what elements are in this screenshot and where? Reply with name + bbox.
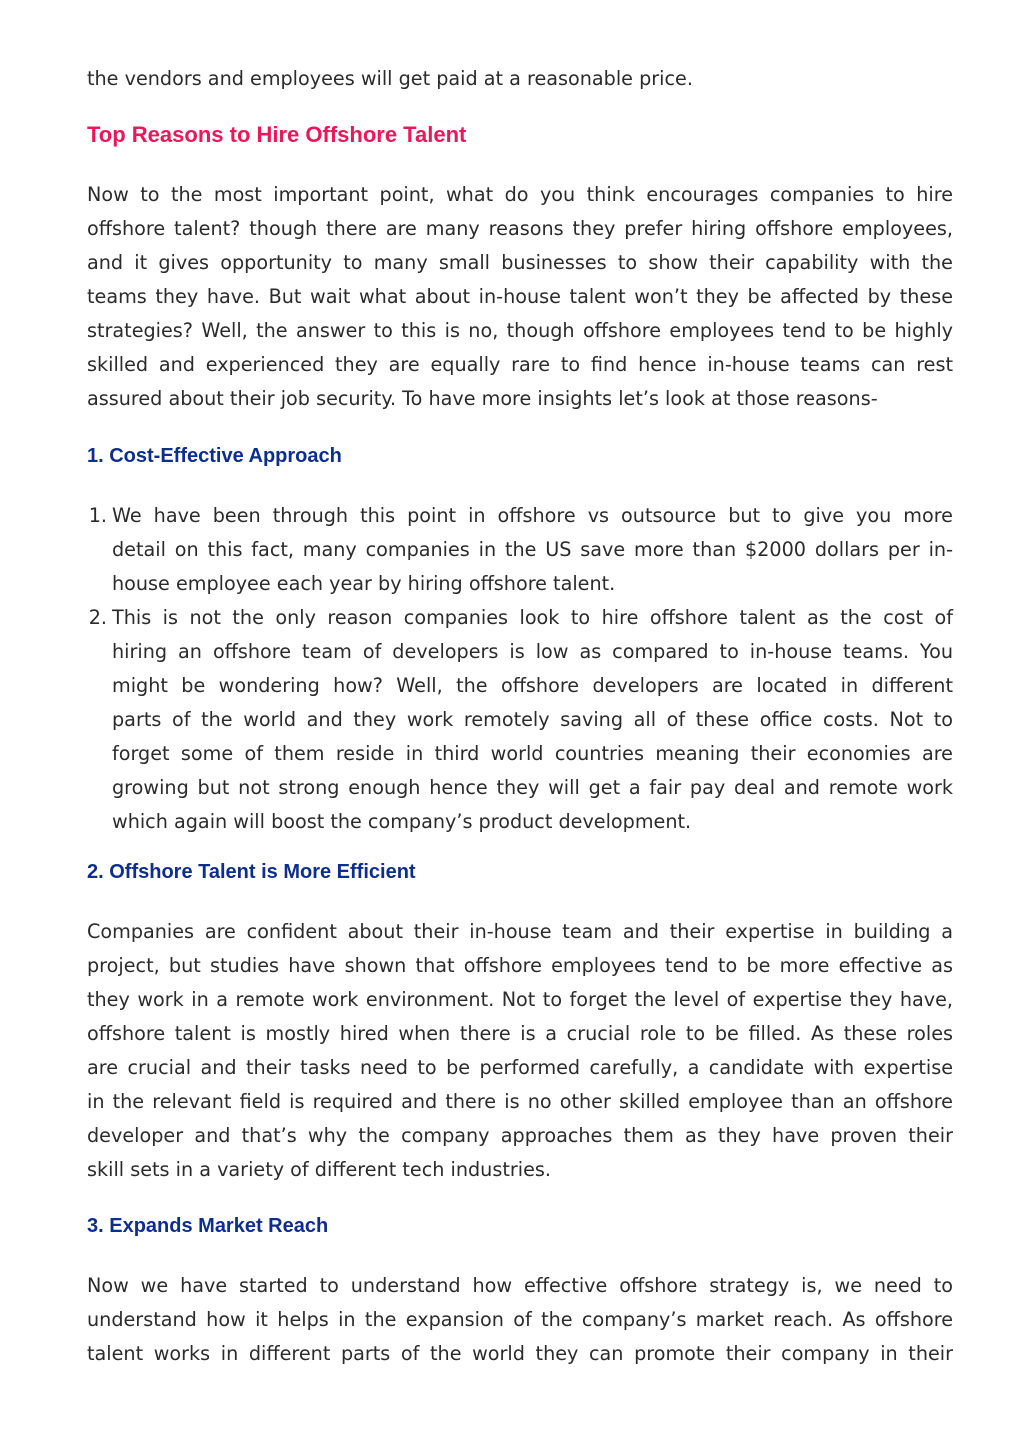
list-line: parts of the world and they work remotely saving all of these office costs. Not to — [112, 708, 953, 731]
section-heading-market-reach: 3. Expands Market Reach — [87, 1215, 329, 1237]
paragraph-line: offshore talent is mostly hired when there is a crucial role to be filled. As these roles — [87, 1022, 953, 1045]
section-heading-cost-effective: 1. Cost-Effective Approach — [87, 445, 342, 467]
paragraph-line: teams they have. But wait what about in-house talent won’t they be affected by these — [87, 285, 953, 308]
paragraph-line: and it gives opportunity to many small businesses to show their capability with the — [87, 251, 953, 274]
paragraph-line: Now we have started to understand how effective offshore strategy is, we need to — [87, 1274, 953, 1297]
list-line: growing but not strong enough hence they will get a fair pay deal and remote work — [112, 776, 953, 799]
paragraph-line: understand how it helps in the expansion of the company’s market reach. As offshore — [87, 1308, 953, 1331]
paragraph-line: skill sets in a variety of different tech industries. — [87, 1158, 551, 1181]
paragraph-line: in the relevant field is required and there is no other skilled employee than an offshore — [87, 1090, 953, 1113]
paragraph-line: are crucial and their tasks need to be performed carefully, a candidate with expertise — [87, 1056, 953, 1079]
paragraph-line: assured about their job security. To have more insights let’s look at those reasons- — [87, 387, 878, 410]
section-heading-efficient: 2. Offshore Talent is More Efficient — [87, 861, 416, 883]
main-heading: Top Reasons to Hire Offshore Talent — [87, 122, 467, 147]
list-line: hiring an offshore team of developers is low as compared to in-house teams. You — [112, 640, 953, 663]
paragraph-line: project, but studies have shown that offshore employees tend to be more effective as — [87, 954, 953, 977]
paragraph-line: skilled and experienced they are equally rare to find hence in-house teams can rest — [87, 353, 953, 376]
paragraph-line: strategies? Well, the answer to this is no, though offshore employees tend to be highly — [87, 319, 953, 342]
list-line: might be wondering how? Well, the offshore developers are located in different — [112, 674, 953, 697]
list-line: house employee each year by hiring offshore talent. — [112, 572, 616, 595]
paragraph-line: Companies are confident about their in-house team and their expertise in building a — [87, 920, 953, 943]
list-line: This is not the only reason companies look to hire offshore talent as the cost of — [112, 606, 953, 629]
list-line: forget some of them reside in third world countries meaning their economies are — [112, 742, 953, 765]
list-number: 2. — [88, 606, 107, 629]
paragraph-line: talent works in different parts of the world they can promote their company in their — [87, 1342, 953, 1365]
paragraph-line: Now to the most important point, what do you think encourages companies to hire — [87, 183, 953, 206]
intro-line: the vendors and employees will get paid at a reasonable price. — [87, 67, 693, 90]
list-line: We have been through this point in offshore vs outsource but to give you more — [112, 504, 953, 527]
list-line: which again will boost the company’s product development. — [112, 810, 692, 833]
list-line: detail on this fact, many companies in the US save more than $2000 dollars per in- — [112, 538, 953, 561]
paragraph-line: offshore talent? though there are many reasons they prefer hiring offshore employees, — [87, 217, 953, 240]
paragraph-line: developer and that’s why the company approaches them as they have proven their — [87, 1124, 953, 1147]
paragraph-line: they work in a remote work environment. Not to forget the level of expertise they have, — [87, 988, 953, 1011]
list-number: 1. — [88, 504, 107, 527]
